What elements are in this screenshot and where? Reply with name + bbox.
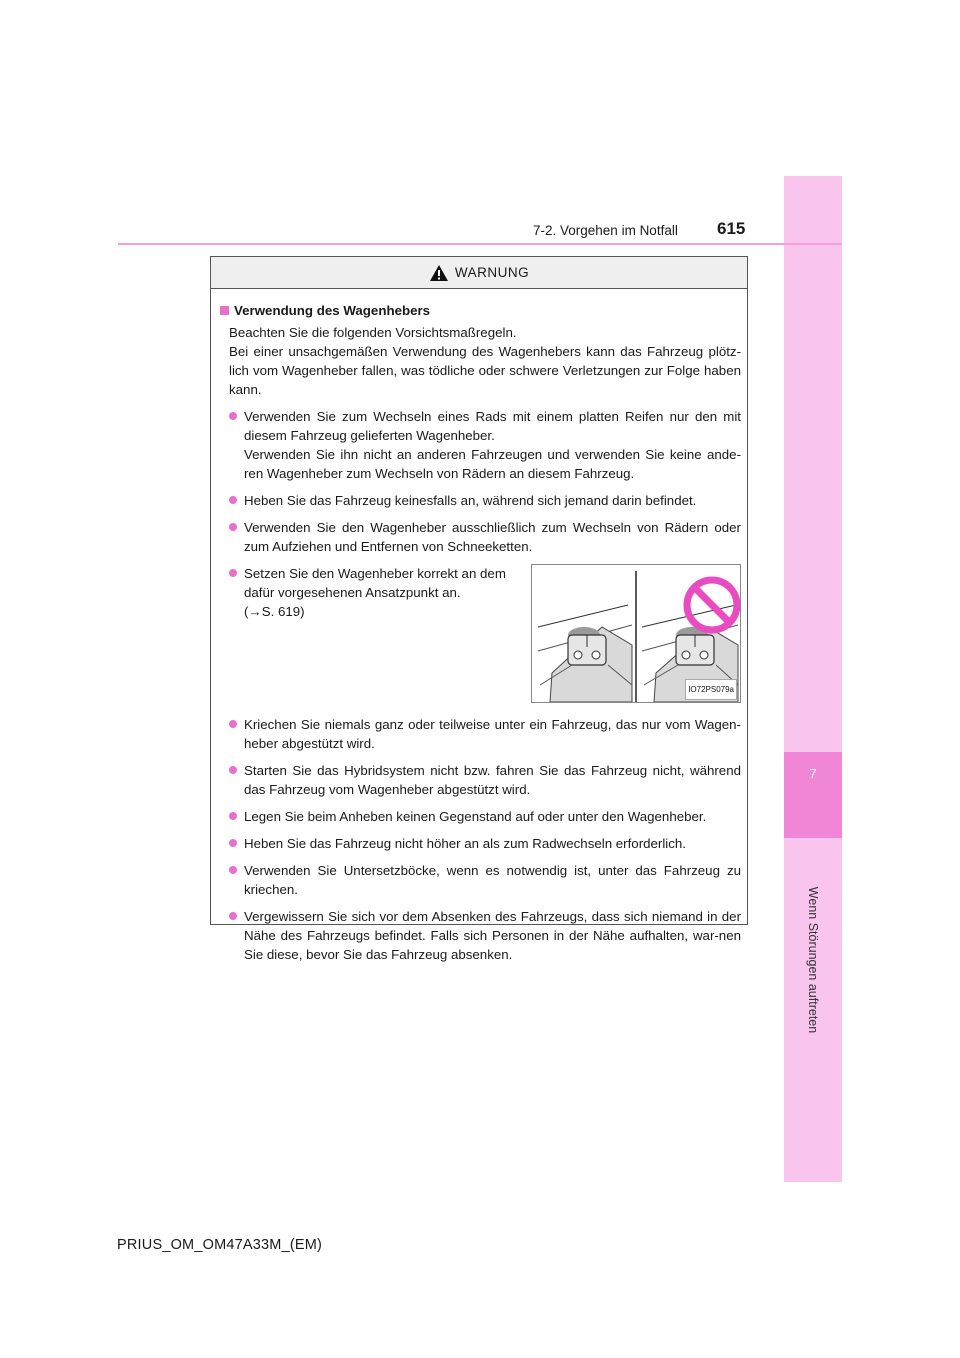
list-item [220,807,741,826]
bullet-dot-icon [229,866,237,874]
warning-heading [220,301,741,320]
bullet-dot-icon [229,720,237,728]
document-id: PRIUS_OM_OM47A33M_(EM) [117,1237,323,1253]
bullet-text: Heben Sie das Fahrzeug nicht höher an als zum Radwechseln erforderlich. [244,836,686,851]
list-item [220,491,741,510]
section-title: 7-2. Vorgehen im Notfall [533,223,678,238]
list-item [220,715,741,753]
page-number: 615 [717,219,746,238]
list-item [220,761,741,799]
bullet-text: Vergewissern Sie sich vor dem Absenken des Fahrzeugs, dass sich niemand in der Nähe des Fahrzeugs befindet. Falls sich Personen in der Nähe aufhalten, war-nen Sie diese, bevor Sie das Fahrzeug absenken. [244,909,741,962]
header-divider [118,243,842,245]
bullet-text: Verwenden Sie Untersetzböcke, wenn es notwendig ist, unter das Fahrzeug zu kriechen. [244,863,741,897]
list-item [220,518,741,556]
bullet-dot-icon [229,496,237,504]
chapter-title: Wenn Störungen auftreten [806,886,820,1034]
warning-content [211,289,747,964]
bullet-dot-icon [229,569,237,577]
bullet-dot-icon [229,812,237,820]
bullet-text: Legen Sie beim Anheben keinen Gegenstand auf oder unter den Wagenheber. [244,809,707,824]
bullet-text: Starten Sie das Hybridsystem nicht bzw. fahren Sie das Fahrzeug nicht, während das Fahrzeug vom Wagenheber abgestützt wird. [244,763,741,797]
bullet-dot-icon [229,839,237,847]
bullet-text: Heben Sie das Fahrzeug keinesfalls an, während sich jemand darin befindet. [244,493,697,508]
list-item [220,564,522,621]
bullet-text: Setzen Sie den Wagenheber korrekt an dem dafür vorgesehenen Ansatzpunkt an. (→S. 619) [244,566,506,619]
warning-triangle-icon [429,264,449,282]
bullet-text: Verwenden Sie den Wagenheber ausschließlich zum Wechseln von Rädern oder zum Aufziehen und Entfernen von Schneeketten. [244,520,741,554]
square-bullet-icon [220,306,229,315]
intro-text: Beachten Sie die folgenden Vorsichtsmaßregeln. Bei einer unsachgemäßen Verwendung des Wagenhebers kann das Fahrzeug plötz-lich vom Wagenheber fallen, was tödliche oder schwere Verletzungen zur Folge haben kann. [229,325,741,397]
chapter-number: 7 [809,766,817,781]
bullet-dot-icon [229,523,237,531]
bullet-text: Kriechen Sie niemals ganz oder teilweise unter ein Fahrzeug, das nur vom Wagen-heber abgestützt wird. [244,717,741,751]
list-item [220,907,741,964]
bullet-dot-icon [229,412,237,420]
list-item [220,861,741,899]
bullet-text: Verwenden Sie zum Wechseln eines Rads mit einem platten Reifen nur den mit diesem Fahrzeug gelieferten Wagenheber. Verwenden Sie ihn nicht an anderen Fahrzeugen und verwenden Sie keine ande-ren Wagenheber zum Wechseln von Rädern an diesem Fahrzeug. [244,409,741,481]
image-row [220,564,741,703]
illustration-id: IO72PS079a [685,679,737,700]
warning-header [211,257,747,289]
list-item [220,407,741,483]
warning-title: WARNUNG [454,265,530,280]
bullet-dot-icon [229,766,237,774]
chapter-number-tab [784,752,842,838]
heading-text: Verwendung des Wagenhebers [234,303,431,318]
jack-point-illustration [531,564,741,703]
list-item [220,834,741,853]
warning-box [210,256,748,962]
bullet-dot-icon [229,912,237,920]
